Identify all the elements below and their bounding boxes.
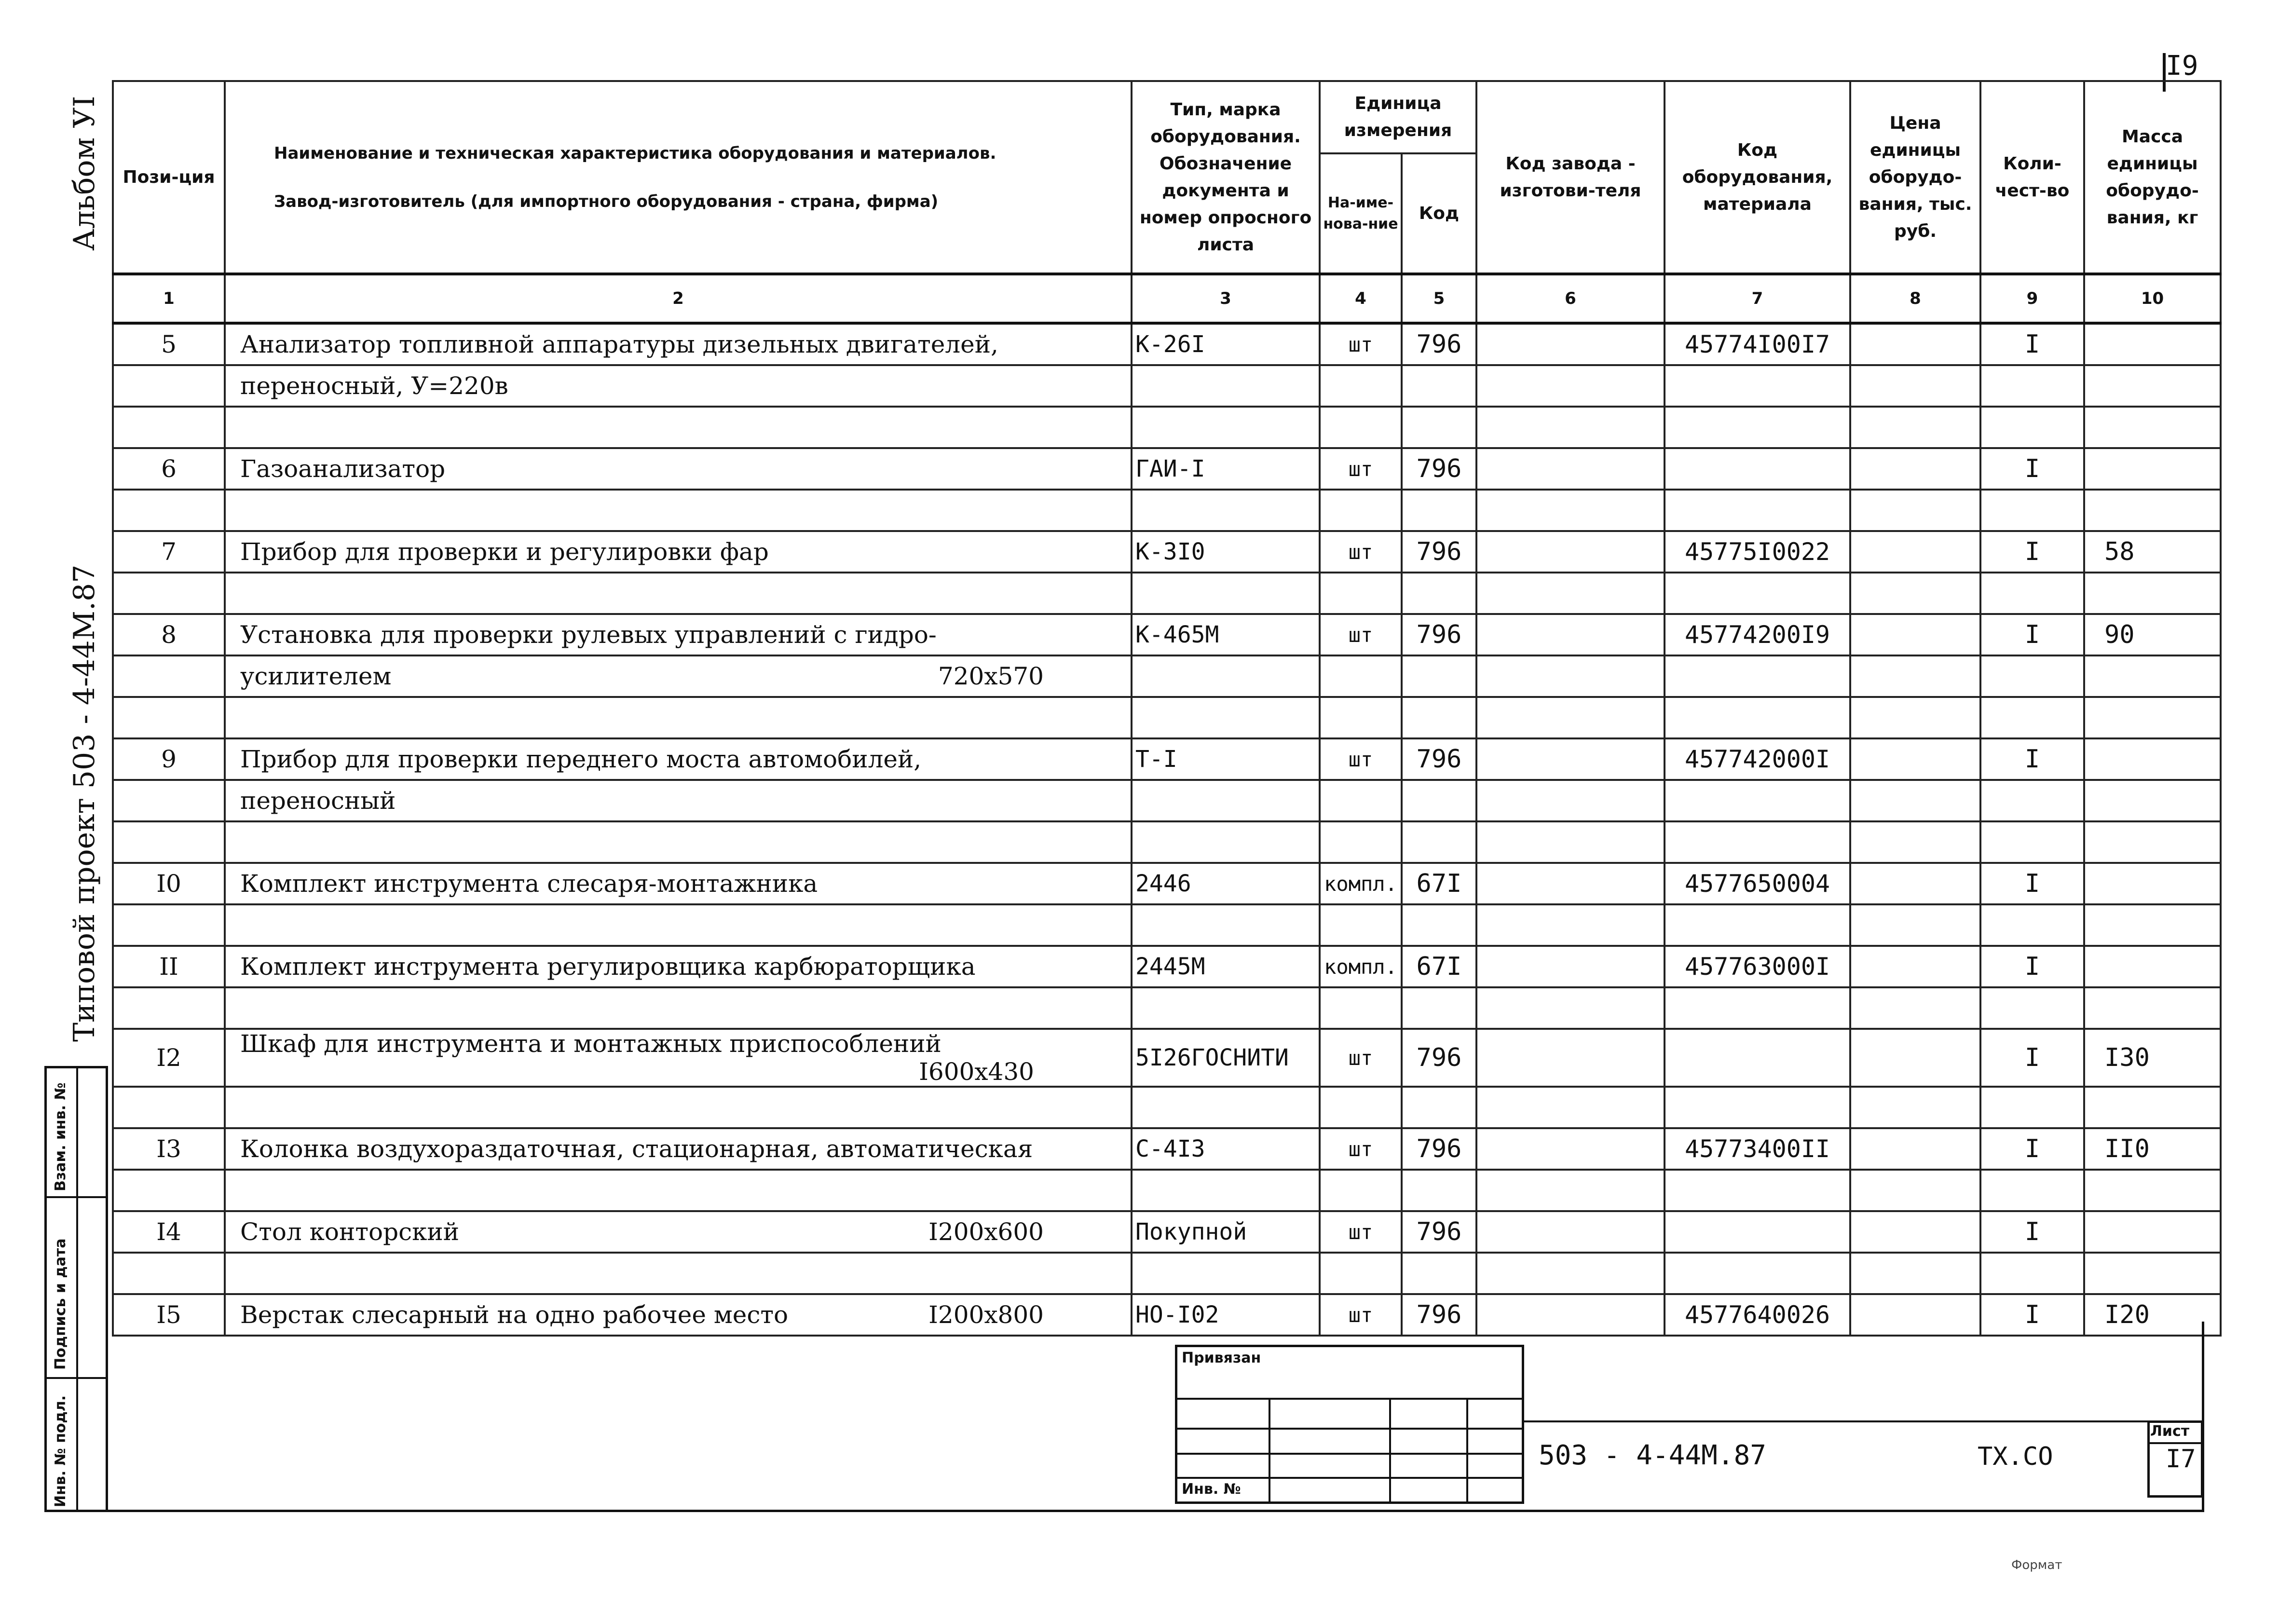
table-row <box>113 614 2221 655</box>
row-equip-code: 4577640026 <box>1665 1294 1850 1336</box>
row-price <box>1850 614 1980 655</box>
col-num: 7 <box>1665 274 1850 323</box>
row-name: Прибор для проверки и регулировки фар <box>225 531 1132 573</box>
header-price: Цена единицы оборудо-вания, тыс. руб. <box>1850 81 1980 274</box>
row-mass: I20 <box>2084 1294 2221 1336</box>
doc-mark: ТХ.СО <box>1978 1442 2053 1471</box>
binding-label: Привязан <box>1182 1350 1261 1366</box>
row-equip-code <box>1665 448 1850 490</box>
header-position: Пози-ция <box>113 81 225 274</box>
row-name: Комплект инструмента слесаря-монтажника <box>225 863 1132 904</box>
row-name <box>225 1211 1132 1253</box>
row-factory-code <box>1476 863 1665 904</box>
row-unit-code: 796 <box>1402 1211 1476 1253</box>
col-num: 9 <box>1980 274 2084 323</box>
row-type: НО-I02 <box>1132 1294 1320 1336</box>
col-num: 2 <box>225 274 1132 323</box>
row-mass <box>2084 448 2221 490</box>
stamp-replace-label: Взам. инв. № <box>52 1082 69 1191</box>
row-unit: шт <box>1320 1029 1402 1087</box>
row-price <box>1850 1128 1980 1170</box>
row-unit-code: 796 <box>1402 323 1476 365</box>
row-price <box>1850 448 1980 490</box>
col-num: 4 <box>1320 274 1402 323</box>
row-equip-code: 457742000I <box>1665 738 1850 780</box>
row-factory-code <box>1476 448 1665 490</box>
row-factory-code <box>1476 1128 1665 1170</box>
row-name: Колонка воздухораздаточная, стационарная, автоматическая <box>225 1128 1132 1170</box>
row-mass <box>2084 946 2221 987</box>
row-unit-code: 796 <box>1402 1294 1476 1336</box>
row-type: К-3I0 <box>1132 531 1320 573</box>
header-mass: Масса единицы оборудо-вания, кг <box>2084 81 2221 274</box>
row-qty: I <box>1980 448 2084 490</box>
row-mass <box>2084 323 2221 365</box>
row-factory-code <box>1476 1029 1665 1087</box>
row-price <box>1850 738 1980 780</box>
row-price <box>1850 1294 1980 1336</box>
row-position: 9 <box>113 738 225 780</box>
row-unit: шт <box>1320 531 1402 573</box>
row-qty: I <box>1980 1294 2084 1336</box>
row-unit-code: 796 <box>1402 1029 1476 1087</box>
row-qty: I <box>1980 738 2084 780</box>
inv-number-label: Инв. № <box>1182 1481 1241 1498</box>
row-name: Прибор для проверки переднего моста автомобилей, <box>225 738 1132 780</box>
table-row <box>113 448 2221 490</box>
row-unit: шт <box>1320 614 1402 655</box>
row-factory-code <box>1476 1294 1665 1336</box>
row-mass <box>2084 738 2221 780</box>
row-position: 7 <box>113 531 225 573</box>
row-unit-code: 67I <box>1402 863 1476 904</box>
row-type: 2445М <box>1132 946 1320 987</box>
row-qty: I <box>1980 946 2084 987</box>
row-type: Покупной <box>1132 1211 1320 1253</box>
row-type: 2446 <box>1132 863 1320 904</box>
row-qty: I <box>1980 323 2084 365</box>
stamp-sign-label: Подпись и дата <box>52 1238 69 1370</box>
table-row <box>113 323 2221 365</box>
row-price <box>1850 531 1980 573</box>
row-unit-code: 796 <box>1402 738 1476 780</box>
row-equip-code: 457763000I <box>1665 946 1850 987</box>
row-mass: I30 <box>2084 1029 2221 1087</box>
row-qty: I <box>1980 531 2084 573</box>
row-equip-code: 45774I00I7 <box>1665 323 1850 365</box>
row-position: I2 <box>113 1029 225 1087</box>
col-num: 3 <box>1132 274 1320 323</box>
stamp-inv-label: Инв. № подл. <box>52 1395 69 1507</box>
row-position: I5 <box>113 1294 225 1336</box>
row-name-text: Стол конторский <box>240 1218 460 1246</box>
row-factory-code <box>1476 614 1665 655</box>
table-row <box>113 1128 2221 1170</box>
row-dimensions: I200х800 <box>928 1301 1044 1329</box>
row-factory-code <box>1476 531 1665 573</box>
header-qty: Коли-чест-во <box>1980 81 2084 274</box>
row-equip-code <box>1665 1211 1850 1253</box>
row-unit-code: 796 <box>1402 1128 1476 1170</box>
table-row <box>113 1294 2221 1336</box>
row-price <box>1850 323 1980 365</box>
row-unit: шт <box>1320 738 1402 780</box>
header-factory-code: Код завода - изготови-теля <box>1476 81 1665 274</box>
row-unit: шт <box>1320 1128 1402 1170</box>
row-equip-code: 4577650004 <box>1665 863 1850 904</box>
page-number: I9 <box>2166 50 2198 82</box>
header-unit-group: Единица измерения <box>1320 81 1476 153</box>
row-position: I4 <box>113 1211 225 1253</box>
row-name-cont <box>225 655 1132 697</box>
row-dimensions: I200х600 <box>928 1218 1044 1246</box>
row-factory-code <box>1476 738 1665 780</box>
row-type: Т-I <box>1132 738 1320 780</box>
table-row <box>113 1211 2221 1253</box>
col-num: 10 <box>2084 274 2221 323</box>
album-label: Альбом УI <box>68 96 101 251</box>
table-row-continuation <box>113 655 2221 697</box>
row-equip-code: 45775I0022 <box>1665 531 1850 573</box>
row-unit-code: 796 <box>1402 448 1476 490</box>
header-type: Тип, марка оборудования. Обозначение документа и номер опросного листа <box>1132 81 1320 274</box>
sheet-label: Лист <box>2150 1423 2190 1440</box>
project-label: Типовой проект 503 - 4-44М.87 <box>68 564 101 1042</box>
row-mass <box>2084 863 2221 904</box>
row-name <box>225 1029 1132 1087</box>
row-name-text: Шкаф для инструмента и монтажных приспособлений <box>240 1030 942 1058</box>
row-name: Газоанализатор <box>225 448 1132 490</box>
row-name: Установка для проверки рулевых управлений с гидро- <box>225 614 1132 655</box>
row-unit-code: 796 <box>1402 531 1476 573</box>
row-price <box>1850 863 1980 904</box>
table-row <box>113 531 2221 573</box>
header-name-line1: Наименование и техническая характеристика оборудования и материалов. <box>274 143 996 163</box>
header-unit-code: Код <box>1402 153 1476 274</box>
row-unit: шт <box>1320 323 1402 365</box>
row-qty: I <box>1980 1128 2084 1170</box>
row-dimensions: I600х430 <box>919 1058 1034 1086</box>
row-factory-code <box>1476 1211 1665 1253</box>
row-name: Комплект инструмента регулировщика карбюраторщика <box>225 946 1132 987</box>
row-position: 6 <box>113 448 225 490</box>
row-mass: 90 <box>2084 614 2221 655</box>
row-qty: I <box>1980 863 2084 904</box>
table-row <box>113 863 2221 904</box>
row-name: Анализатор топливной аппаратуры дизельных двигателей, <box>225 323 1132 365</box>
row-position: I0 <box>113 863 225 904</box>
frame-bottom <box>108 1510 2204 1512</box>
row-unit: компл. <box>1320 863 1402 904</box>
row-factory-code <box>1476 323 1665 365</box>
equipment-spec-table <box>112 80 2222 1337</box>
row-mass <box>2084 1211 2221 1253</box>
row-mass: II0 <box>2084 1128 2221 1170</box>
column-numbers-row <box>113 274 2221 323</box>
col-num: 6 <box>1476 274 1665 323</box>
stamp-strip-divider <box>76 1066 78 1512</box>
row-unit: компл. <box>1320 946 1402 987</box>
table-row-continuation <box>113 365 2221 407</box>
row-price <box>1850 1029 1980 1087</box>
row-mass: 58 <box>2084 531 2221 573</box>
row-type: ГАИ-I <box>1132 448 1320 490</box>
row-dimensions: 720х570 <box>938 662 1044 690</box>
binding-block <box>1175 1345 1524 1504</box>
row-type: 5I26ГОСНИТИ <box>1132 1029 1320 1087</box>
row-type: С-4I3 <box>1132 1128 1320 1170</box>
header-name-line2: Завод-изготовитель (для импортного оборудования - страна, фирма) <box>274 191 939 211</box>
format-note: Формат <box>2011 1558 2062 1572</box>
row-unit: шт <box>1320 1211 1402 1253</box>
doc-code: 503 - 4-44М.87 <box>1539 1440 1767 1471</box>
row-position: 8 <box>113 614 225 655</box>
header-name <box>225 81 1132 274</box>
row-price <box>1850 946 1980 987</box>
row-type: К-465М <box>1132 614 1320 655</box>
row-name-cont: переносный <box>225 780 1132 821</box>
row-factory-code <box>1476 946 1665 987</box>
col-num: 8 <box>1850 274 1980 323</box>
table-row <box>113 1029 2221 1087</box>
row-unit-code: 67I <box>1402 946 1476 987</box>
row-qty: I <box>1980 614 2084 655</box>
row-name-cont-text: усилителем <box>240 662 392 690</box>
row-unit-code: 796 <box>1402 614 1476 655</box>
row-name-text: Верстак слесарный на одно рабочее место <box>240 1301 789 1329</box>
table-row-continuation <box>113 780 2221 821</box>
sheet-number: I7 <box>2166 1445 2196 1474</box>
row-name <box>225 1294 1132 1336</box>
row-unit: шт <box>1320 1294 1402 1336</box>
row-equip-code <box>1665 1029 1850 1087</box>
row-name-cont: переносный, У=220в <box>225 365 1132 407</box>
row-qty: I <box>1980 1211 2084 1253</box>
table-row <box>113 946 2221 987</box>
row-position: II <box>113 946 225 987</box>
row-qty: I <box>1980 1029 2084 1087</box>
row-equip-code: 45774200I9 <box>1665 614 1850 655</box>
row-type: К-26I <box>1132 323 1320 365</box>
col-num: 5 <box>1402 274 1476 323</box>
header-unit-name: На-име-нова-ние <box>1320 153 1402 274</box>
row-unit: шт <box>1320 448 1402 490</box>
row-position: 5 <box>113 323 225 365</box>
header-equip-code: Код оборудования, материала <box>1665 81 1850 274</box>
row-equip-code: 45773400II <box>1665 1128 1850 1170</box>
row-position: I3 <box>113 1128 225 1170</box>
row-price <box>1850 1211 1980 1253</box>
table-row <box>113 738 2221 780</box>
col-num: 1 <box>113 274 225 323</box>
